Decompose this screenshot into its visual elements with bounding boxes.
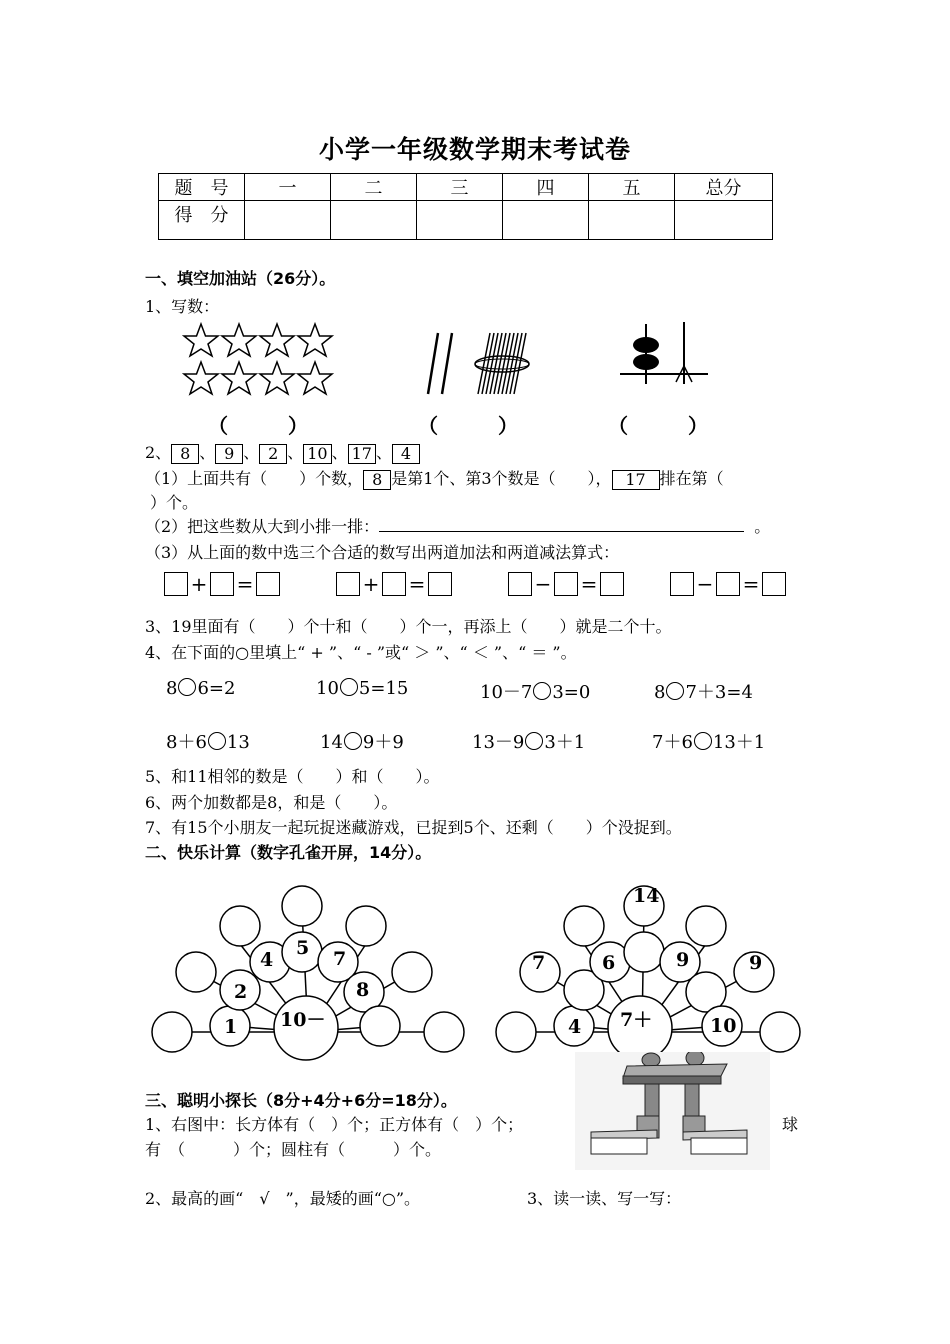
- peacock-diagram-1: [140, 880, 470, 1070]
- operator: =: [742, 572, 760, 596]
- number-box: 9: [215, 444, 243, 464]
- star-icon: [222, 324, 256, 356]
- answer-box[interactable]: [256, 572, 280, 596]
- stars-figure: [182, 322, 340, 402]
- q2-sub2: [145, 514, 770, 537]
- number-box: 8: [171, 444, 199, 464]
- equation-template: [164, 572, 280, 596]
- outer-circle: [760, 1012, 800, 1052]
- score-input-cell[interactable]: [503, 201, 589, 240]
- compare-circle[interactable]: [178, 678, 196, 696]
- compare-circle[interactable]: [525, 732, 543, 750]
- compare-item: [472, 728, 585, 754]
- compare-item: [654, 678, 753, 704]
- score-header-cell: 五: [589, 174, 675, 201]
- q2-sub2-end: 。: [754, 517, 771, 536]
- compare-left: 7＋6: [652, 732, 693, 753]
- score-input-cell[interactable]: [417, 201, 503, 240]
- compare-left: 10: [316, 678, 339, 699]
- outer-circle: [424, 1012, 464, 1052]
- operator: −: [696, 572, 714, 596]
- compare-circle[interactable]: [666, 682, 684, 700]
- score-header-cell: 题 号: [159, 174, 245, 201]
- operator: +: [362, 572, 380, 596]
- score-header-cell: 二: [331, 174, 417, 201]
- score-header-cell: 三: [417, 174, 503, 201]
- peacock-label: 6: [602, 952, 616, 974]
- answer-box[interactable]: [600, 572, 624, 596]
- separator: 、: [199, 443, 216, 462]
- compare-circle[interactable]: [533, 682, 551, 700]
- outer-circle: [282, 886, 322, 926]
- s3-q2: 2、最高的画“ √ ”，最矮的画“○”。: [145, 1189, 421, 1208]
- q3: 3、19里面有（ ）个十和（ ）个一，再添上（ ）就是二个十。: [145, 617, 672, 636]
- compare-right: 7＋3=4: [685, 682, 753, 703]
- star-icon: [260, 362, 294, 394]
- separator: 、: [243, 443, 260, 462]
- s3-q1-a: 1、右图中：长方体有（ ）个；正方体有（ ）个；: [145, 1115, 524, 1134]
- operator: =: [580, 572, 598, 596]
- number-box: 10: [303, 444, 331, 464]
- q2-number-line: [145, 440, 420, 464]
- number-box: 17: [612, 470, 660, 490]
- compare-circle[interactable]: [344, 732, 362, 750]
- outer-circle: [220, 906, 260, 946]
- separator: 、: [375, 443, 392, 462]
- compare-right: 3＋1: [544, 732, 586, 753]
- outer-circle: [686, 906, 726, 946]
- answer-line[interactable]: [379, 515, 744, 532]
- star-icon: [222, 362, 256, 394]
- number-box: 17: [348, 444, 376, 464]
- q1-label: 1、写数：: [145, 297, 220, 316]
- score-header-row: [159, 174, 773, 201]
- peacock-label: 1: [224, 1016, 238, 1038]
- section1-heading: 一、填空加油站（26分）。: [145, 269, 336, 288]
- q2-sub2-text: （2）把这些数从大到小排一排：: [145, 517, 380, 536]
- score-input-cell[interactable]: [331, 201, 417, 240]
- compare-left: 10－7: [480, 682, 533, 703]
- separator: 、: [287, 443, 304, 462]
- answer-box[interactable]: [164, 572, 188, 596]
- score-header-cell: 总分: [675, 174, 773, 201]
- compare-left: 14: [320, 732, 343, 753]
- compare-right: 6=2: [197, 678, 236, 699]
- inner-circle: [624, 932, 664, 972]
- q2-sub1-text: 是第1个、第3个数是（ ），: [391, 469, 612, 488]
- compare-circle[interactable]: [340, 678, 358, 696]
- star-icon: [260, 324, 294, 356]
- s3-q3: 3、读一读、写一写：: [527, 1189, 682, 1208]
- compare-right: 5=15: [358, 678, 409, 699]
- star-icon: [184, 362, 218, 394]
- star-icon: [298, 324, 332, 356]
- compare-item: [480, 678, 590, 704]
- number-box: 2: [259, 444, 287, 464]
- compare-right: 13＋1: [712, 732, 766, 753]
- cuboid-shape: [591, 1138, 647, 1154]
- page-title: 小学一年级数学期末考试卷: [318, 135, 631, 164]
- answer-box[interactable]: [670, 572, 694, 596]
- peacock-center: 10－: [280, 1009, 326, 1031]
- operator: =: [236, 572, 254, 596]
- outer-circle: [564, 906, 604, 946]
- operator: −: [534, 572, 552, 596]
- s3-q1-ball: 球: [782, 1115, 799, 1134]
- number-box: 4: [392, 444, 420, 464]
- compare-right: 9＋9: [362, 732, 404, 753]
- compare-left: 13－9: [472, 732, 525, 753]
- compare-right: 3=0: [552, 682, 591, 703]
- compare-left: 8＋6: [166, 732, 207, 753]
- answer-box[interactable]: [716, 572, 740, 596]
- q2-sub1-text: （1）上面共有（ ）个数，: [145, 469, 364, 488]
- solid-shapes-figure: [575, 1052, 770, 1170]
- score-input-cell[interactable]: [675, 201, 773, 240]
- score-row-label: 得 分: [159, 201, 245, 240]
- compare-left: 8: [654, 682, 666, 703]
- equation-template: [670, 572, 786, 596]
- q2-sub1-end: ）个。: [150, 493, 199, 512]
- peacock-label: 4: [568, 1016, 582, 1038]
- q4: 4、在下面的○里填上“ + ”、“ - ”或“ ＞ ”、“ ＜ ”、“ ＝ ”。: [145, 643, 577, 662]
- section3-heading: 三、聪明小探长（8分+4分+6分=18分）。: [145, 1091, 457, 1110]
- peacock-label: 4: [260, 949, 274, 971]
- compare-circle[interactable]: [694, 732, 712, 750]
- operator: +: [190, 572, 208, 596]
- outer-circle: [346, 906, 386, 946]
- peacock-label: 2: [234, 981, 248, 1003]
- q7: 7、有15个小朋友一起玩捉迷藏游戏，已捉到5个、还剩（ ）个没捉到。: [145, 818, 682, 837]
- compare-circle[interactable]: [208, 732, 226, 750]
- star-icon: [298, 362, 332, 394]
- score-table: [158, 173, 773, 240]
- peacock-label: 7: [532, 952, 546, 974]
- peacock-diagram-2: [484, 880, 814, 1070]
- score-header-cell: 四: [503, 174, 589, 201]
- score-input-cell[interactable]: [589, 201, 675, 240]
- answer-box[interactable]: [554, 572, 578, 596]
- compare-item: [316, 678, 408, 699]
- top-board-shape: [623, 1076, 721, 1084]
- s3-q1-b: 有 （ ）个；圆柱有（ ）个。: [145, 1140, 442, 1159]
- answer-paren[interactable]: （ ）: [418, 414, 518, 438]
- star-icon: [184, 324, 218, 356]
- peacock-label: 8: [356, 979, 370, 1001]
- number-box: 8: [363, 470, 391, 490]
- peacock-label: 5: [296, 937, 310, 959]
- compare-item: [166, 678, 235, 699]
- sphere-shape: [686, 1052, 704, 1066]
- cuboid-shape: [691, 1138, 747, 1154]
- equation-template: [508, 572, 624, 596]
- peacock-center: 7＋: [620, 1009, 653, 1031]
- answer-paren[interactable]: （ ）: [208, 414, 308, 438]
- peacock-label: 14: [633, 885, 660, 907]
- peacock-label: 9: [676, 949, 690, 971]
- answer-box[interactable]: [762, 572, 786, 596]
- answer-box[interactable]: [382, 572, 406, 596]
- q6: 6、两个加数都是8，和是（ ）。: [145, 793, 398, 812]
- inner-circle: [360, 1006, 400, 1046]
- peacock-label: 10: [710, 1015, 737, 1037]
- operator: =: [408, 572, 426, 596]
- compare-item: [652, 728, 765, 754]
- compare-item: [320, 728, 404, 754]
- answer-box[interactable]: [336, 572, 360, 596]
- q2-sub1-text: 排在第（: [659, 469, 724, 488]
- answer-paren[interactable]: （ ）: [608, 414, 708, 438]
- equation-template: [336, 572, 452, 596]
- compare-left: 8: [166, 678, 178, 699]
- compare-item: [166, 728, 250, 754]
- q2-sub3: （3）从上面的数中选三个合适的数写出两道加法和两道减法算式：: [145, 543, 620, 562]
- score-input-cell[interactable]: [245, 201, 331, 240]
- peacock-label: 9: [749, 952, 763, 974]
- outer-circle: [392, 952, 432, 992]
- sticks-bundle-figure: [420, 328, 540, 400]
- section2-heading: 二、快乐计算（数字孔雀开屏，14分）。: [145, 843, 432, 862]
- q5: 5、和11相邻的数是（ ）和（ ）。: [145, 767, 440, 786]
- q2-sub1: [145, 466, 724, 490]
- outer-circle: [152, 1012, 192, 1052]
- abacus-bead: [633, 337, 659, 353]
- answer-box[interactable]: [508, 572, 532, 596]
- answer-box[interactable]: [210, 572, 234, 596]
- compare-right: 13: [226, 732, 250, 753]
- abacus-bead: [633, 354, 659, 370]
- abacus-figure: [616, 318, 716, 390]
- answer-box[interactable]: [428, 572, 452, 596]
- outer-circle: [496, 1012, 536, 1052]
- separator: 、: [331, 443, 348, 462]
- score-header-cell: 一: [245, 174, 331, 201]
- q2-prefix: 2、: [145, 443, 172, 462]
- score-value-row: [159, 201, 773, 240]
- outer-circle: [176, 952, 216, 992]
- peacock-label: 7: [333, 948, 347, 970]
